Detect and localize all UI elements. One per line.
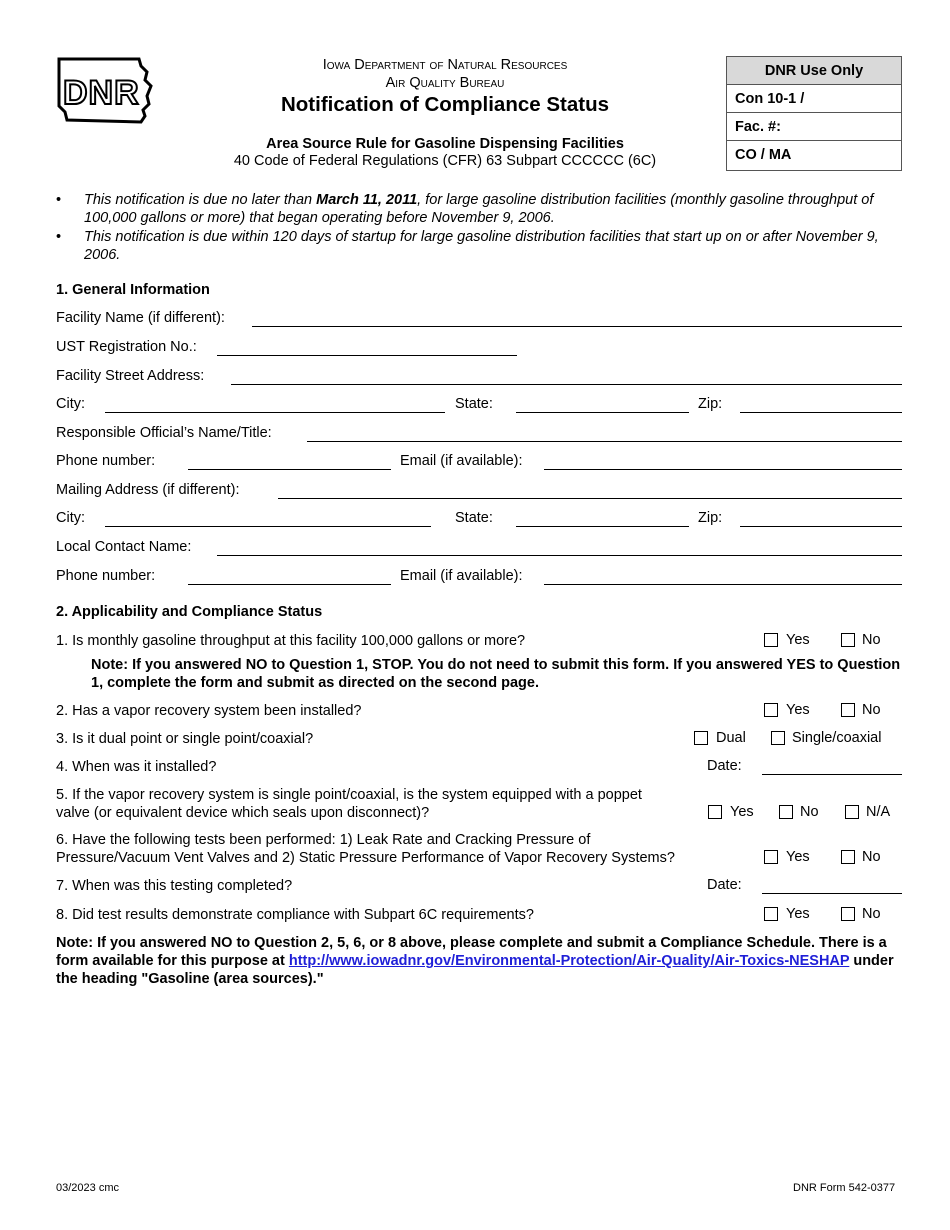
con-field[interactable]: Con 10-1 / bbox=[727, 85, 901, 113]
zip-label: Zip: bbox=[698, 510, 723, 526]
fac-field[interactable]: Fac. #: bbox=[727, 113, 901, 141]
neshap-link[interactable]: http://www.iowadnr.gov/Environmental-Protection/Air-Quality/Air-Toxics-NESHAP bbox=[288, 953, 850, 969]
q4-date-field[interactable] bbox=[762, 774, 902, 775]
question-2: 2. Has a vapor recovery system been installed? bbox=[56, 703, 362, 719]
street-field[interactable] bbox=[231, 384, 902, 385]
footer-revision: 03/2023 cmc bbox=[56, 1182, 119, 1194]
q2-no-checkbox[interactable] bbox=[841, 703, 855, 717]
email-label: Email (if available): bbox=[400, 453, 523, 469]
q5-no-checkbox[interactable] bbox=[779, 805, 793, 819]
q7-date-label: Date: bbox=[707, 877, 742, 893]
ust-reg-label: UST Registration No.: bbox=[56, 339, 197, 355]
local-contact-label: Local Contact Name: bbox=[56, 539, 192, 555]
question-8: 8. Did test results demonstrate compliance with Subpart 6C requirements? bbox=[56, 907, 534, 923]
street-label: Facility Street Address: bbox=[56, 368, 205, 384]
question-3: 3. Is it dual point or single point/coaxial? bbox=[56, 731, 314, 747]
phone-label: Phone number: bbox=[56, 453, 156, 469]
dnr-use-only-box bbox=[726, 56, 902, 171]
subtitle: 40 Code of Federal Regulations (CFR) 63 Subpart CCCCCC (6C) bbox=[233, 153, 657, 169]
q4-date-label: Date: bbox=[707, 758, 742, 774]
state-field[interactable] bbox=[516, 526, 689, 527]
zip-field[interactable] bbox=[740, 526, 902, 527]
section-applicability-heading: 2. Applicability and Compliance Status bbox=[56, 604, 323, 620]
instructions-list bbox=[56, 191, 906, 265]
q5-na-label: N/A bbox=[866, 804, 891, 820]
instruction-item: • This notification is due no later than March 11, 2011, for large gasoline distribution facilities (monthly gasoline throughput of 100,000 gallons or more) that began operating before November 9, 2006. bbox=[56, 192, 874, 226]
mailing-field[interactable] bbox=[278, 498, 902, 499]
q8-yes-label: Yes bbox=[786, 906, 810, 922]
bullet-icon: • bbox=[56, 192, 62, 208]
q5-no-label: No bbox=[800, 804, 819, 820]
city-label: City: bbox=[56, 510, 85, 526]
q1-no-checkbox[interactable] bbox=[841, 633, 855, 647]
section-general-info-heading: 1. General Information bbox=[56, 282, 210, 298]
q6-no-checkbox[interactable] bbox=[841, 850, 855, 864]
footer-form-number: DNR Form 542-0377 bbox=[793, 1182, 896, 1194]
q3-dual-checkbox[interactable] bbox=[694, 731, 708, 745]
phone-field[interactable] bbox=[188, 584, 391, 585]
dept-name: Iowa Department of Natural Resources bbox=[322, 57, 568, 73]
q3-single-checkbox[interactable] bbox=[771, 731, 785, 745]
official-field[interactable] bbox=[307, 441, 902, 442]
zip-field[interactable] bbox=[740, 412, 902, 413]
email-label: Email (if available): bbox=[400, 568, 523, 584]
dnr-box-heading: DNR Use Only bbox=[727, 57, 901, 85]
q3-dual-label: Dual bbox=[716, 730, 746, 746]
question-4: 4. When was it installed? bbox=[56, 759, 217, 775]
q1-no-label: No bbox=[862, 632, 881, 648]
state-label: State: bbox=[455, 396, 493, 412]
page-title: Notification of Compliance Status bbox=[280, 93, 610, 116]
ust-reg-field[interactable] bbox=[217, 355, 517, 356]
email-field[interactable] bbox=[544, 584, 902, 585]
local-contact-field[interactable] bbox=[217, 555, 902, 556]
official-label: Responsible Official’s Name/Title: bbox=[56, 425, 272, 441]
mailing-label: Mailing Address (if different): bbox=[56, 482, 240, 498]
email-field[interactable] bbox=[544, 469, 902, 470]
q5-yes-label: Yes bbox=[730, 804, 754, 820]
compliance-schedule-note: Note: If you answered NO to Question 2, 5, 6, or 8 above, please complete and submit a Compliance Schedule. There is a form available for this purpose at http://www.iowadnr.gov/Environmental-Protection/Air-Quality/Air-Toxics-NESHAP under the heading "Gasoline (area sources)." bbox=[56, 935, 894, 987]
facility-name-label: Facility Name (if different): bbox=[56, 310, 225, 326]
q6-yes-label: Yes bbox=[786, 849, 810, 865]
state-field[interactable] bbox=[516, 412, 689, 413]
question-5-line-2: valve (or equivalent device which seals upon disconnect)? bbox=[56, 805, 430, 821]
question-1: 1. Is monthly gasoline throughput at this facility 100,000 gallons or more? bbox=[56, 633, 526, 649]
question-5-line-1: 5. If the vapor recovery system is single point/coaxial, is the system equipped with a poppet bbox=[56, 787, 642, 803]
city-field[interactable] bbox=[105, 526, 431, 527]
coma-field[interactable]: CO / MA bbox=[735, 147, 792, 163]
question-6-line-1: 6. Have the following tests been performed: 1) Leak Rate and Cracking Pressure of bbox=[56, 832, 591, 848]
svg-text:DNR: DNR bbox=[63, 74, 140, 112]
zip-label: Zip: bbox=[698, 396, 723, 412]
q2-yes-label: Yes bbox=[786, 702, 810, 718]
phone-field[interactable] bbox=[188, 469, 391, 470]
phone-label: Phone number: bbox=[56, 568, 156, 584]
q2-no-label: No bbox=[862, 702, 881, 718]
q1-yes-checkbox[interactable] bbox=[764, 633, 778, 647]
q2-yes-checkbox[interactable] bbox=[764, 703, 778, 717]
bureau-name: Air Quality Bureau bbox=[385, 75, 505, 91]
q5-yes-checkbox[interactable] bbox=[708, 805, 722, 819]
q6-no-label: No bbox=[862, 849, 881, 865]
q8-no-label: No bbox=[862, 906, 881, 922]
question-7: 7. When was this testing completed? bbox=[56, 878, 293, 894]
city-field[interactable] bbox=[105, 412, 445, 413]
q5-na-checkbox[interactable] bbox=[845, 805, 859, 819]
q7-date-field[interactable] bbox=[762, 893, 902, 894]
instruction-item: • This notification is due within 120 days of startup for large gasoline distribution facilities that start up on or after November 9, 2006. bbox=[56, 229, 879, 263]
q8-no-checkbox[interactable] bbox=[841, 907, 855, 921]
stop-note: Note: If you answered NO to Question 1, STOP. You do not need to submit this form. If you answered YES to Question 1, complete the form and submit as directed on the second page. bbox=[91, 657, 901, 691]
q1-yes-label: Yes bbox=[786, 632, 810, 648]
facility-name-field[interactable] bbox=[252, 326, 902, 327]
iowa-map-icon bbox=[55, 56, 155, 126]
q6-yes-checkbox[interactable] bbox=[764, 850, 778, 864]
subtitle-bold: Area Source Rule for Gasoline Dispensing Facilities bbox=[266, 136, 624, 152]
bullet-icon: • bbox=[56, 229, 62, 245]
question-6-line-2: Pressure/Vacuum Vent Valves and 2) Static Pressure Performance of Vapor Recovery Systems? bbox=[56, 850, 675, 866]
city-label: City: bbox=[56, 396, 85, 412]
state-label: State: bbox=[455, 510, 493, 526]
dnr-logo bbox=[55, 56, 155, 126]
q3-single-label: Single/coaxial bbox=[792, 730, 882, 746]
q8-yes-checkbox[interactable] bbox=[764, 907, 778, 921]
